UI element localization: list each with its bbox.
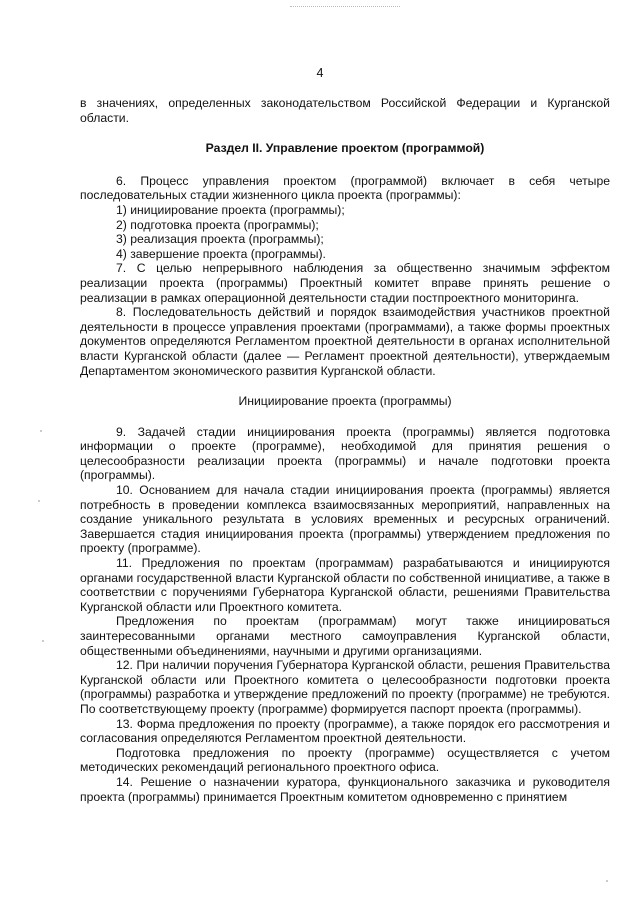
list-item: 3) реализация проекта (программы); [116,232,324,247]
subsection-title: Инициирование проекта (программы) [238,394,452,409]
document-body [80,96,610,804]
paragraph-continuation: в значениях, определенных законодательством Российской Федерации и Курганской области. [80,96,610,125]
page-number: 4 [316,66,324,80]
paragraph-11-continued: Предложения по проектам (программам) могут также инициироваться заинтересованными органами местного самоуправления Курганской области, общественными объединениями, научными и другими организациями. [80,614,610,658]
list-item: 1) инициирование проекта (программы); [116,202,345,217]
paragraph-6: 6. Процесс управления проектом (программой) включает в себя четыре последовательных стадии жизненного цикла проекта (программы): [80,173,610,203]
list-item: 4) завершение проекта (программы). [116,246,326,261]
scan-artifact [290,6,400,8]
paragraph-7: 7. С целью непрерывного наблюдения за общественно значимым эффектом реализации проекта (программы) Проектный комитет вправе принять решение о реализации в рамках операционной деятельности стадии постпроектного мониторинга. [80,261,610,305]
paragraph-14: 14. Решение о назначении куратора, функционального заказчика и руководителя проекта (программы) принимается Проектным комитетом одновременно с принятием [80,774,610,804]
paragraph-8: 8. Последовательность действий и порядок взаимодействия участников проектной деятельности в процессе управления проектами (программами), а также формы проектных документов определяются Регламентом проектной деятельности в органах исполнительной власти Курганской области (далее — Регламент проектной деятельности), утверждаемым Департаментом экономического развития Курганской области. [80,305,610,378]
paragraph-9: 9. Задачей стадии инициирования проекта (программы) является подготовка информации о проекте (программе), необходимой для принятия решения о целесообразности реализации проекта (программы) и начале подготовки проекта (программы). [80,424,610,483]
section-title: Раздел II. Управление проектом (программой) [205,141,485,156]
paragraph-10: 10. Основанием для начала стадии инициирования проекта (программы) является потребность в проведении комплекса взаимосвязанных мероприятий, направленных на создание уникального результата в условиях временных и ресурсных ограничений. Завершается стадия инициирования проекта (программы) утверждением предложения по проекту (программе). [80,483,610,556]
paragraph-13-continued: Подготовка предложения по проекту (программе) осуществляется с учетом методических рекомендаций регионального проектного офиса. [80,745,610,775]
scan-artifact [606,880,608,882]
scan-artifact [40,430,42,432]
list-item: 2) подготовка проекта (программы); [116,217,319,232]
paragraph-12: 12. При наличии поручения Губернатора Курганской области, решения Правительства Курганской области или Проектного комитета о целесообразности подготовки проекта (программы) разработка и утверждение предложений по проекту (программе) не требуются. По соответствующему проекту (программе) формируется паспорт проекта (программы). [80,658,610,716]
paragraph-11: 11. Предложения по проектам (программам) разрабатываются и инициируются органами государственной власти Курганской области по собственной инициативе, а также в соответствии с поручениями Губернатора Курганской области, решениями Правительства Курганской области или Проектного комитета. [80,556,610,614]
scan-artifact [42,640,44,642]
paragraph-13: 13. Форма предложения по проекту (программе), а также порядок его рассмотрения и согласования определяются Регламентом проектной деятельности. [80,716,610,746]
scan-artifact [38,500,40,502]
